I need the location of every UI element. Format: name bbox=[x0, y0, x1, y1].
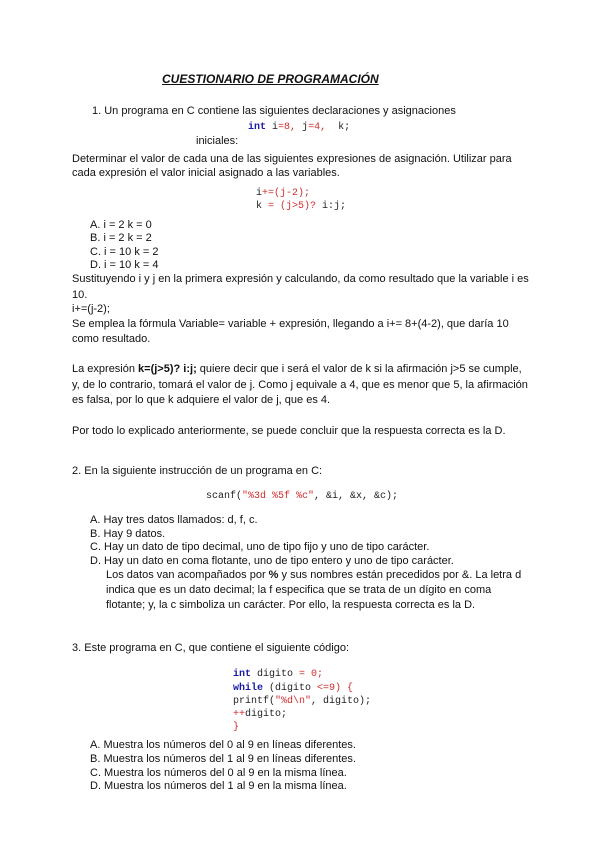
code-token: ; bbox=[344, 122, 351, 133]
q2-intro: 2. En la siguiente instrucción de un programa en C: bbox=[72, 465, 323, 477]
code-token: =4, bbox=[308, 122, 333, 133]
text-bold: k=(j>5)? i:j; bbox=[138, 363, 197, 375]
q1-explanation-1: como resultado. bbox=[72, 333, 151, 345]
q2-code bbox=[206, 489, 398, 504]
q1-instruction-line2: cada expresión el valor inicial asignado a las variables. bbox=[72, 167, 340, 179]
code-keyword: int bbox=[248, 122, 273, 133]
q3-option-a: A. Muestra los números del 0 al 9 en líneas diferentes. bbox=[90, 739, 356, 751]
code-token: i bbox=[256, 188, 263, 199]
q1-option-a: A. i = 2 k = 0 bbox=[90, 219, 152, 231]
text-bold: % bbox=[268, 569, 279, 581]
q3-intro: 3. Este programa en C, que contiene el siguiente código: bbox=[72, 642, 350, 654]
code-token: +=(j-2); bbox=[262, 188, 311, 199]
q2-option-b: B. Hay 9 datos. bbox=[90, 528, 166, 540]
q2-option-a: A. Hay tres datos llamados: d, f, c. bbox=[90, 514, 258, 526]
q3-option-d: D. Muestra los números del 1 al 9 en la misma línea. bbox=[90, 780, 347, 792]
page-title: CUESTIONARIO DE PROGRAMACIÓN bbox=[162, 72, 379, 86]
q1-explanation-1: 10. bbox=[72, 289, 88, 301]
q2-option-c: C. Hay un dato de tipo decimal, uno de tipo fijo y uno de tipo carácter. bbox=[90, 541, 430, 553]
q3-code-line-4 bbox=[233, 707, 287, 722]
code-token: i:j; bbox=[322, 201, 347, 212]
code-token: = 0; bbox=[299, 669, 324, 680]
q2-explanation: indica que es un dato decimal; la f especifica que se trata de un dígito en coma bbox=[106, 584, 492, 596]
text-span: quiere decir que i será el valor de k si la afirmación j>5 se cumple, bbox=[196, 363, 522, 375]
q2-explanation bbox=[106, 568, 521, 583]
q3-code-line-1 bbox=[233, 667, 323, 682]
code-token: <=9) { bbox=[317, 683, 354, 694]
text-span: La expresión bbox=[72, 363, 139, 375]
code-token: digito bbox=[257, 669, 300, 680]
text-span: y sus nombres están precedidos por &. La letra d bbox=[278, 569, 522, 581]
code-token: = (j>5)? bbox=[262, 201, 323, 212]
q1-option-d: D. i = 10 k = 4 bbox=[90, 259, 159, 271]
code-token: ++ bbox=[233, 709, 246, 720]
q3-code-line-5: } bbox=[233, 722, 240, 733]
code-token: , &i, &x, &c); bbox=[314, 491, 399, 502]
q3-option-c: C. Muestra los números del 0 al 9 en la misma línea. bbox=[90, 767, 347, 779]
code-token: j bbox=[302, 122, 309, 133]
code-token: "%d\n" bbox=[275, 696, 312, 707]
code-token: (digito bbox=[269, 683, 318, 694]
q1-explanation-2 bbox=[72, 362, 522, 377]
q1-explanation-2: es falsa, por lo que k adquiere el valor de j, que es 4. bbox=[72, 394, 331, 406]
q1-instruction-line1: Determinar el valor de cada una de las siguientes expresiones de asignación. Utilizar para bbox=[72, 153, 512, 165]
code-token: printf( bbox=[233, 696, 276, 707]
code-keyword: int bbox=[233, 669, 258, 680]
q1-code-expression-2 bbox=[256, 199, 346, 214]
code-token: digito; bbox=[245, 709, 288, 720]
text-span: Los datos van acompañados por bbox=[106, 569, 269, 581]
code-token: scanf( bbox=[206, 491, 243, 502]
q1-explanation-1: i+=(j-2); bbox=[72, 303, 110, 315]
q2-option-d: D. Hay un dato en coma flotante, uno de tipo entero y uno de tipo carácter. bbox=[90, 555, 454, 567]
code-token: =8, bbox=[278, 122, 303, 133]
q1-conclusion: Por todo lo explicado anteriormente, se puede concluir que la respuesta correcta es la D. bbox=[72, 425, 506, 437]
q1-option-b: B. i = 2 k = 2 bbox=[90, 232, 152, 244]
q1-intro-continued: iniciales: bbox=[196, 135, 239, 147]
code-token: "%3d %5f %c" bbox=[242, 491, 315, 502]
q1-explanation-1: Sustituyendo i y j en la primera expresión y calculando, da como resultado que la variable i es bbox=[72, 273, 529, 285]
q2-explanation: flotante; y, la c simboliza un carácter. Por ello, la respuesta correcta es la D. bbox=[106, 599, 476, 611]
code-keyword: while bbox=[233, 683, 270, 694]
code-token: , digito); bbox=[311, 696, 372, 707]
q1-code-declarations bbox=[248, 120, 350, 135]
q1-explanation-2: y, de lo contrario, tomará el valor de j. Como j equivale a 4, que es menor que 5, la afirmación bbox=[72, 379, 528, 391]
q1-explanation-1: Se emplea la fórmula Variable= variable + expresión, llegando a i+= 8+(4-2), que daría 10 bbox=[72, 318, 509, 330]
q1-option-c: C. i = 10 k = 2 bbox=[90, 246, 159, 258]
code-token: k bbox=[256, 201, 263, 212]
code-token: k bbox=[332, 122, 345, 133]
q3-option-b: B. Muestra los números del 1 al 9 en líneas diferentes. bbox=[90, 753, 356, 765]
q1-intro: 1. Un programa en C contiene las siguientes declaraciones y asignaciones bbox=[92, 105, 456, 117]
code-token: i bbox=[272, 122, 279, 133]
